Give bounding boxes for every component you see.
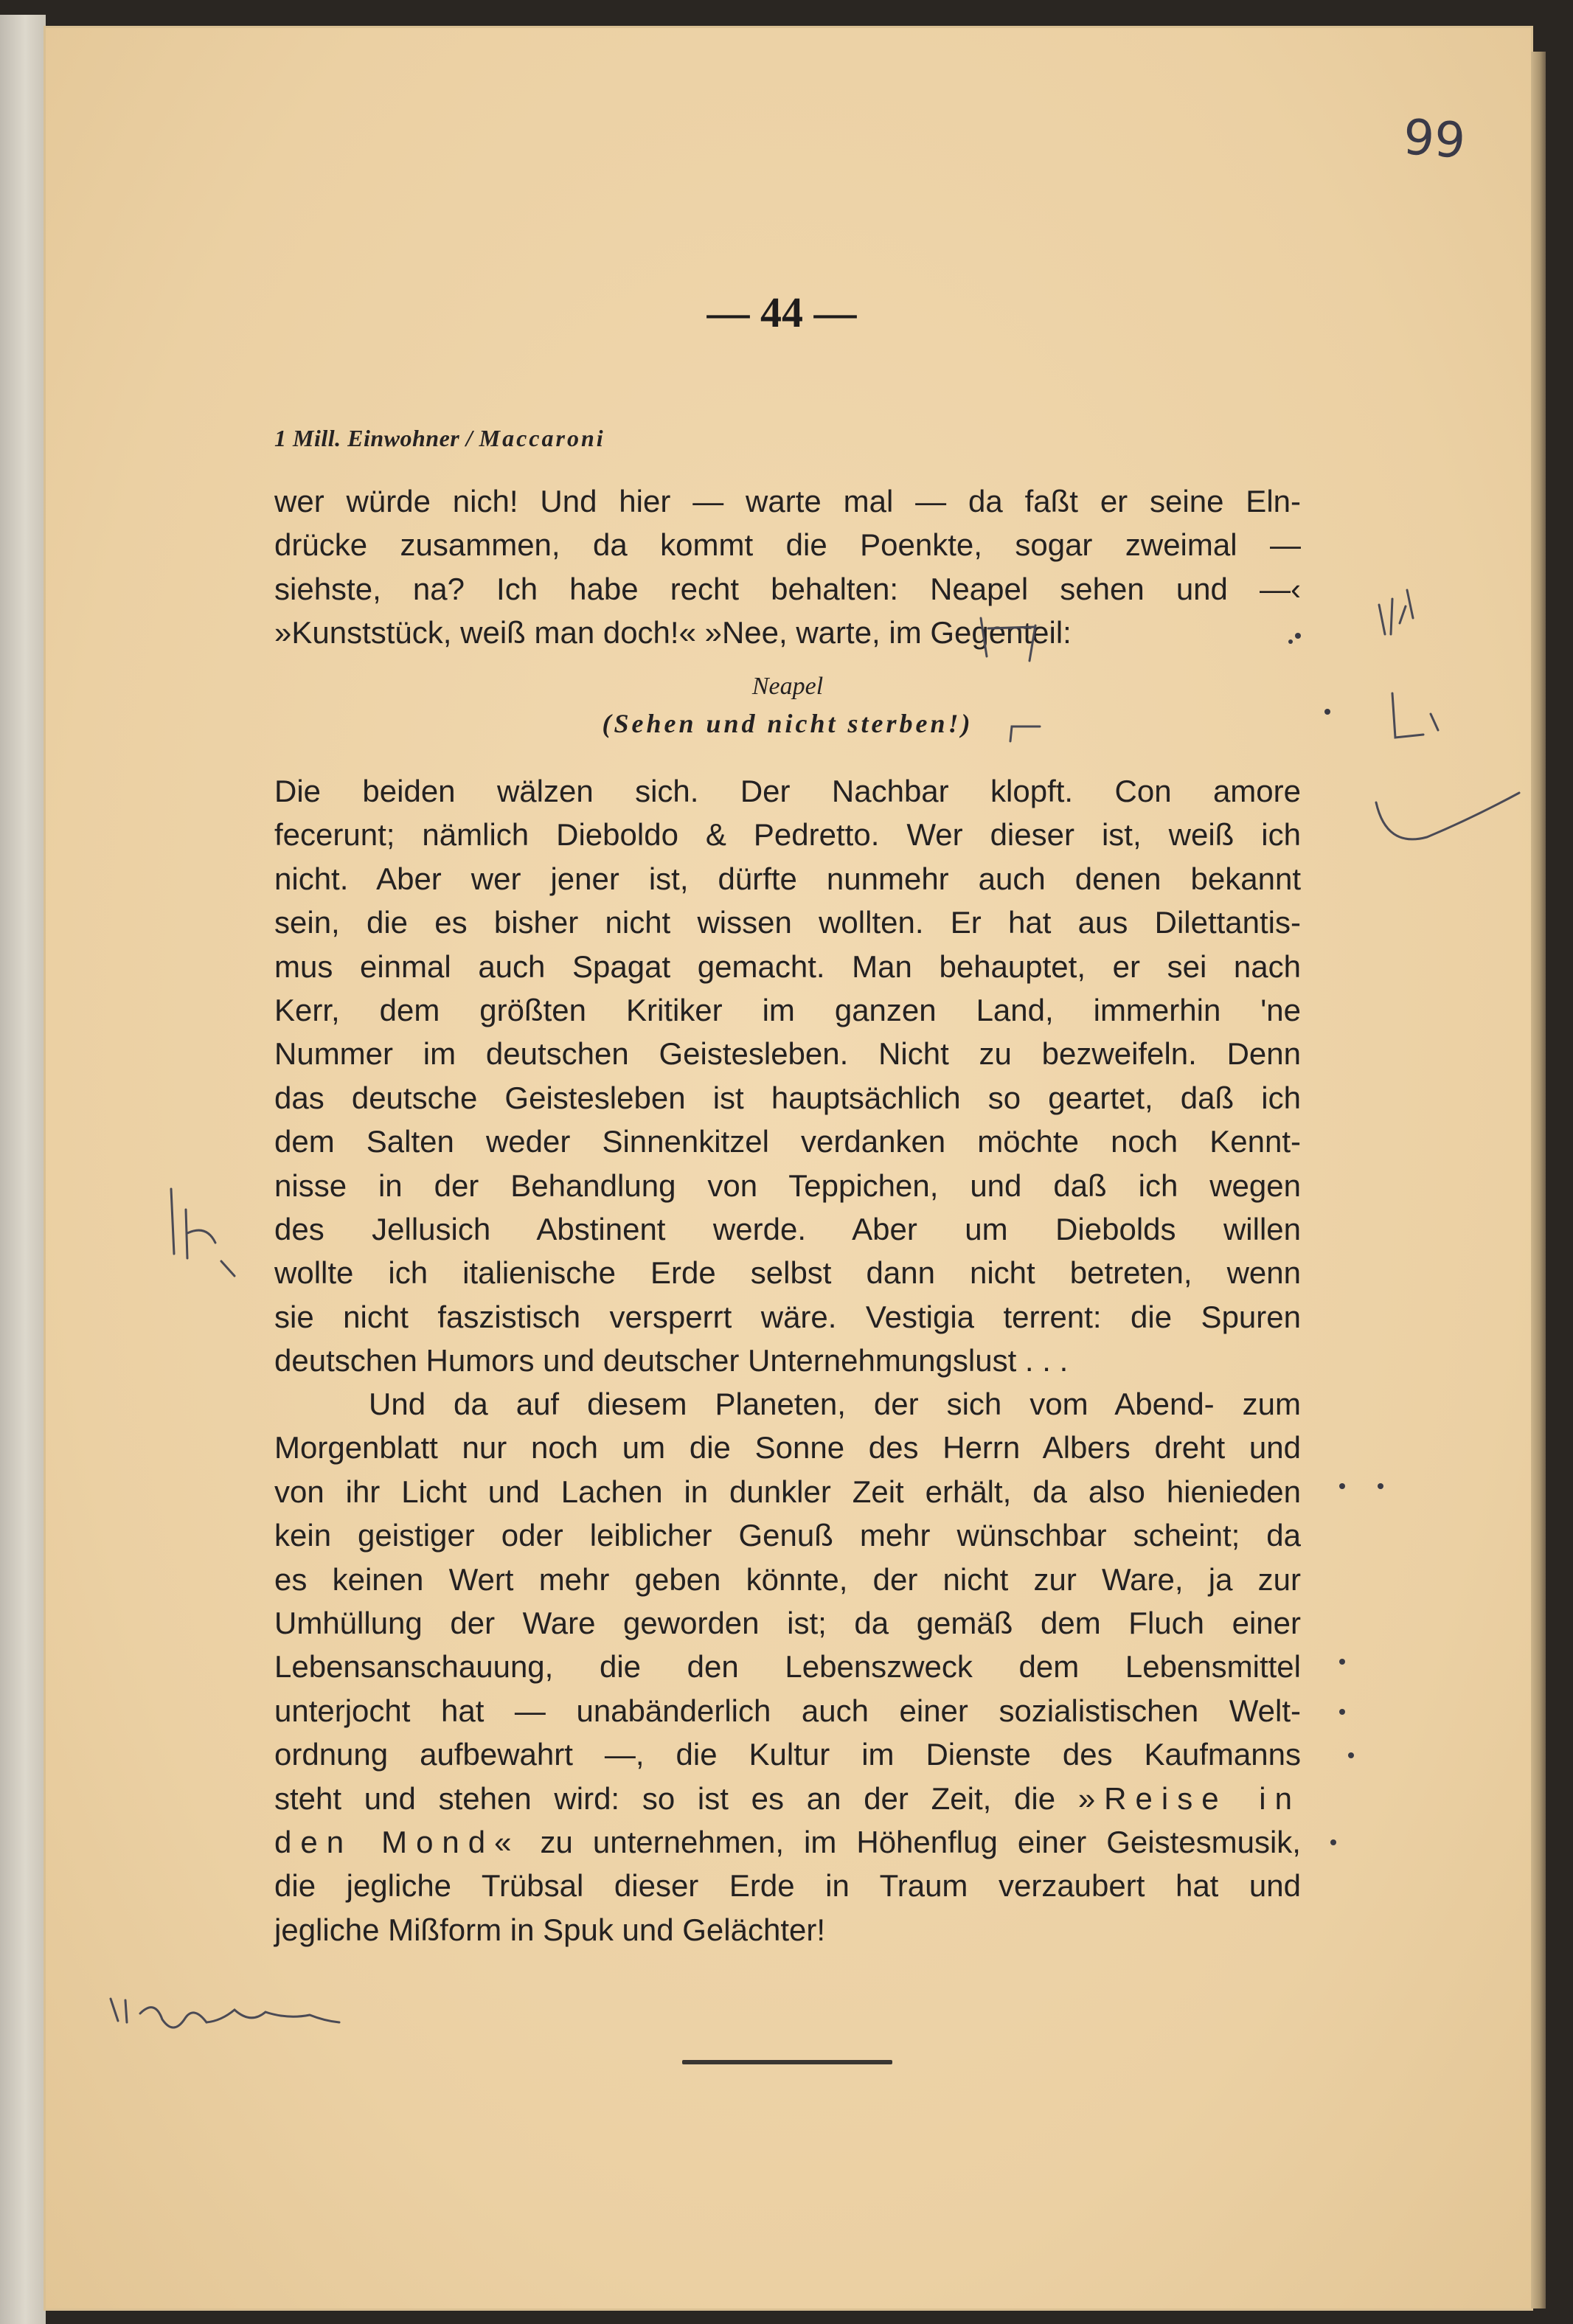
text-line: Kerr, dem größten Kritiker im ganzen Land, immerhin 'ne (274, 992, 1301, 1027)
text-line: die jegliche Trübsal dieser Erde in Traum verzaubert hat und (274, 1868, 1301, 1904)
text-line: dem Salten weder Sinnenkitzel verdanken möchte noch Kennt- (274, 1124, 1301, 1159)
spaced-text: den Mond« (274, 1824, 521, 1859)
text-line: mus einmal auch Spagat gemacht. Man behauptet, er sei nach (274, 948, 1301, 984)
spaced-text: »Reise in (1077, 1780, 1301, 1816)
text-line: Die beiden wälzen sich. Der Nachbar klopft. Con amore (274, 774, 1301, 808)
text-line: nicht. Aber wer jener ist, dürfte nunmehr auch denen bekannt (274, 861, 1301, 896)
section-subheading: (Sehen und nicht sterben!) (602, 709, 973, 738)
text-line: siehste, na? Ich habe recht behalten: Neapel sehen und —‹ (274, 571, 1301, 606)
running-head-left: 1 Mill. Einwohner / (274, 425, 479, 451)
text-line: ordnung aufbewahrt —, die Kultur im Dienste des Kaufmanns (274, 1737, 1301, 1772)
text-line: Umhüllung der Ware geworden ist; da gemäß dem Fluch einer (274, 1605, 1301, 1640)
margin-check-stroke-icon (1376, 793, 1519, 839)
text-line: fecerunt; nämlich Dieboldo & Pedretto. Wer dieser ist, weiß ich (274, 817, 1301, 853)
margin-mark-hl-icon (1379, 590, 1413, 634)
page-number: — 44 — (706, 288, 857, 336)
running-head-right: Maccaroni (479, 425, 605, 451)
text-line: Lebensanschauung, die den Lebenszweck dem Lebensmittel (274, 1649, 1301, 1685)
text-line: wer würde nich! Und hier — warte mal — da faßt er seine Eln- (274, 484, 1301, 518)
section-heading: Neapel (751, 673, 824, 700)
text-line: von ihr Licht und Lachen in dunkler Zeit erhält, da also hienieden (274, 1474, 1301, 1509)
text-span: zu unternehmen, im Höhenflug einer Geistesmusik, (520, 1824, 1301, 1859)
text-line: kein geistiger oder leiblicher Genuß mehr wünschbar scheint; da (274, 1518, 1301, 1553)
folio-number-handwritten: 99 (1401, 108, 1468, 170)
text-line: sein, die es bisher nicht wissen wollten. Er hat aus Dilettantis- (274, 905, 1301, 940)
text-line: deutschen Humors und deutscher Unternehmungslust . . . (274, 1343, 1069, 1378)
margin-mark-la-icon (1392, 693, 1438, 738)
text-line: unterjocht hat — unabänderlich auch einer sozialistischen Welt- (274, 1693, 1301, 1728)
text-line: das deutsche Geistesleben ist hauptsächlich so geartet, daß ich (274, 1080, 1301, 1115)
text-line: Morgenblatt nur noch um die Sonne des Herrn Albers dreht und (274, 1430, 1301, 1465)
text-line: drücke zusammen, da kommt die Poenkte, sogar zweimal — (274, 527, 1301, 563)
text-line: sie nicht faszistisch versperrt wäre. Vestigia terrent: die Spuren (274, 1299, 1301, 1334)
margin-mark-left-icon (171, 1189, 235, 1276)
text-line: wollte ich italienische Erde selbst dann nicht betreten, wenn (274, 1255, 1301, 1291)
caret-mark-icon (1010, 726, 1040, 741)
text-line: des Jellusich Abstinent werde. Aber um Diebolds willen (274, 1211, 1301, 1246)
text-line: »Kunststück, weiß man doch!« »Nee, warte, im Gegenteil: (274, 615, 1072, 651)
text-line: es keinen Wert mehr geben könnte, der nicht zur Ware, ja zur (274, 1561, 1301, 1597)
text-line: jegliche Mißform in Spuk und Gelächter! (274, 1912, 825, 1947)
margin-signature-icon (111, 1999, 339, 2028)
text-line: Und da auf diesem Planeten, der sich vom Abend- zum (369, 1387, 1301, 1421)
text-span: steht und stehen wird: so ist es an der Zeit, die (274, 1780, 1078, 1816)
text-line: Nummer im deutschen Geistesleben. Nicht zu bezweifeln. Denn (274, 1036, 1301, 1072)
strike-mark-icon (981, 618, 1035, 661)
text-line: nisse in der Behandlung von Teppichen, und daß ich wegen (274, 1168, 1301, 1203)
